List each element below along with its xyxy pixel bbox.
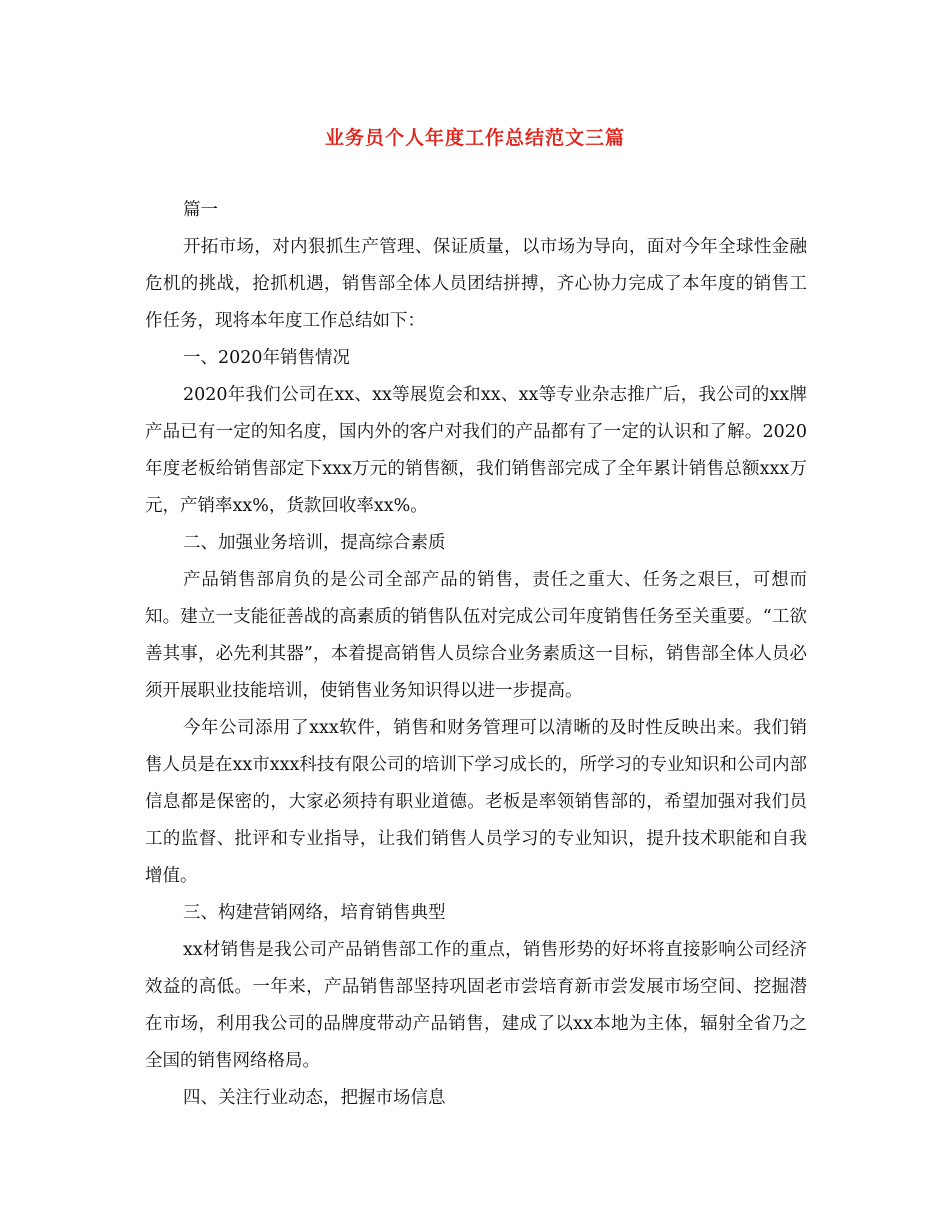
section-heading-market: 四、关注行业动态，把握市场信息 bbox=[183, 1088, 446, 1108]
section-heading-network: 三、构建营销网络，培育销售典型 bbox=[183, 903, 446, 923]
document-body bbox=[145, 192, 807, 1117]
document-title: 业务员个人年度工作总结范文三篇 bbox=[324, 127, 625, 149]
network-paragraph: xx材销售是我公司产品销售部工作的重点，销售形势的好坏将直接影响公司经济效益的高低。一年来，产品销售部坚持巩固老市尝培育新市尝发展市场空间、挖掘潜在市场，利用我公司的品牌度带动产品销售，建成了以xx本地为主体，辐射全省乃之全国的销售网络格局。 bbox=[145, 940, 807, 1071]
training-paragraph: 产品销售部肩负的是公司全部产品的销售，责任之重大、任务之艰巨，可想而知。建立一支能征善战的高素质的销售队伍对完成公司年度销售任务至关重要。“工欲善其事，必先利其器”，本着提高销售人员综合业务素质这一目标，销售部全体人员必须开展职业技能培训，使销售业务知识得以进一步提高。 bbox=[145, 570, 807, 701]
software-paragraph: 今年公司添用了xxx软件，销售和财务管理可以清晰的及时性反映出来。我们销售人员是在xx市xxx科技有限公司的培训下学习成长的，所学习的专业知识和公司内部信息都是保密的，大家必须持有职业道德。老板是率领销售部的，希望加强对我们员工的监督、批评和专业指导，让我们销售人员学习的专业知识，提升技术职能和自我增值。 bbox=[145, 718, 807, 886]
section-heading-sales: 一、2020年销售情况 bbox=[183, 348, 351, 368]
intro-paragraph: 开拓市场，对内狠抓生产管理、保证质量，以市场为导向，面对今年全球性金融危机的挑战，抢抓机遇，销售部全体人员团结拼搏，齐心协力完成了本年度的销售工作任务，现将本年度工作总结如下： bbox=[145, 237, 807, 331]
section-heading-part-one: 篇一 bbox=[183, 200, 218, 220]
section-heading-training: 二、加强业务培训，提高综合素质 bbox=[183, 533, 446, 553]
sales-paragraph: 2020年我们公司在xx、xx等展览会和xx、xx等专业杂志推广后，我公司的xx牌产品已有一定的知名度，国内外的客户对我们的产品都有了一定的认识和了解。2020年度老板给销售部定下xxx万元的销售额，我们销售部完成了全年累计销售总额xxx万元，产销率xx%，货款回收率xx%。 bbox=[145, 385, 807, 516]
